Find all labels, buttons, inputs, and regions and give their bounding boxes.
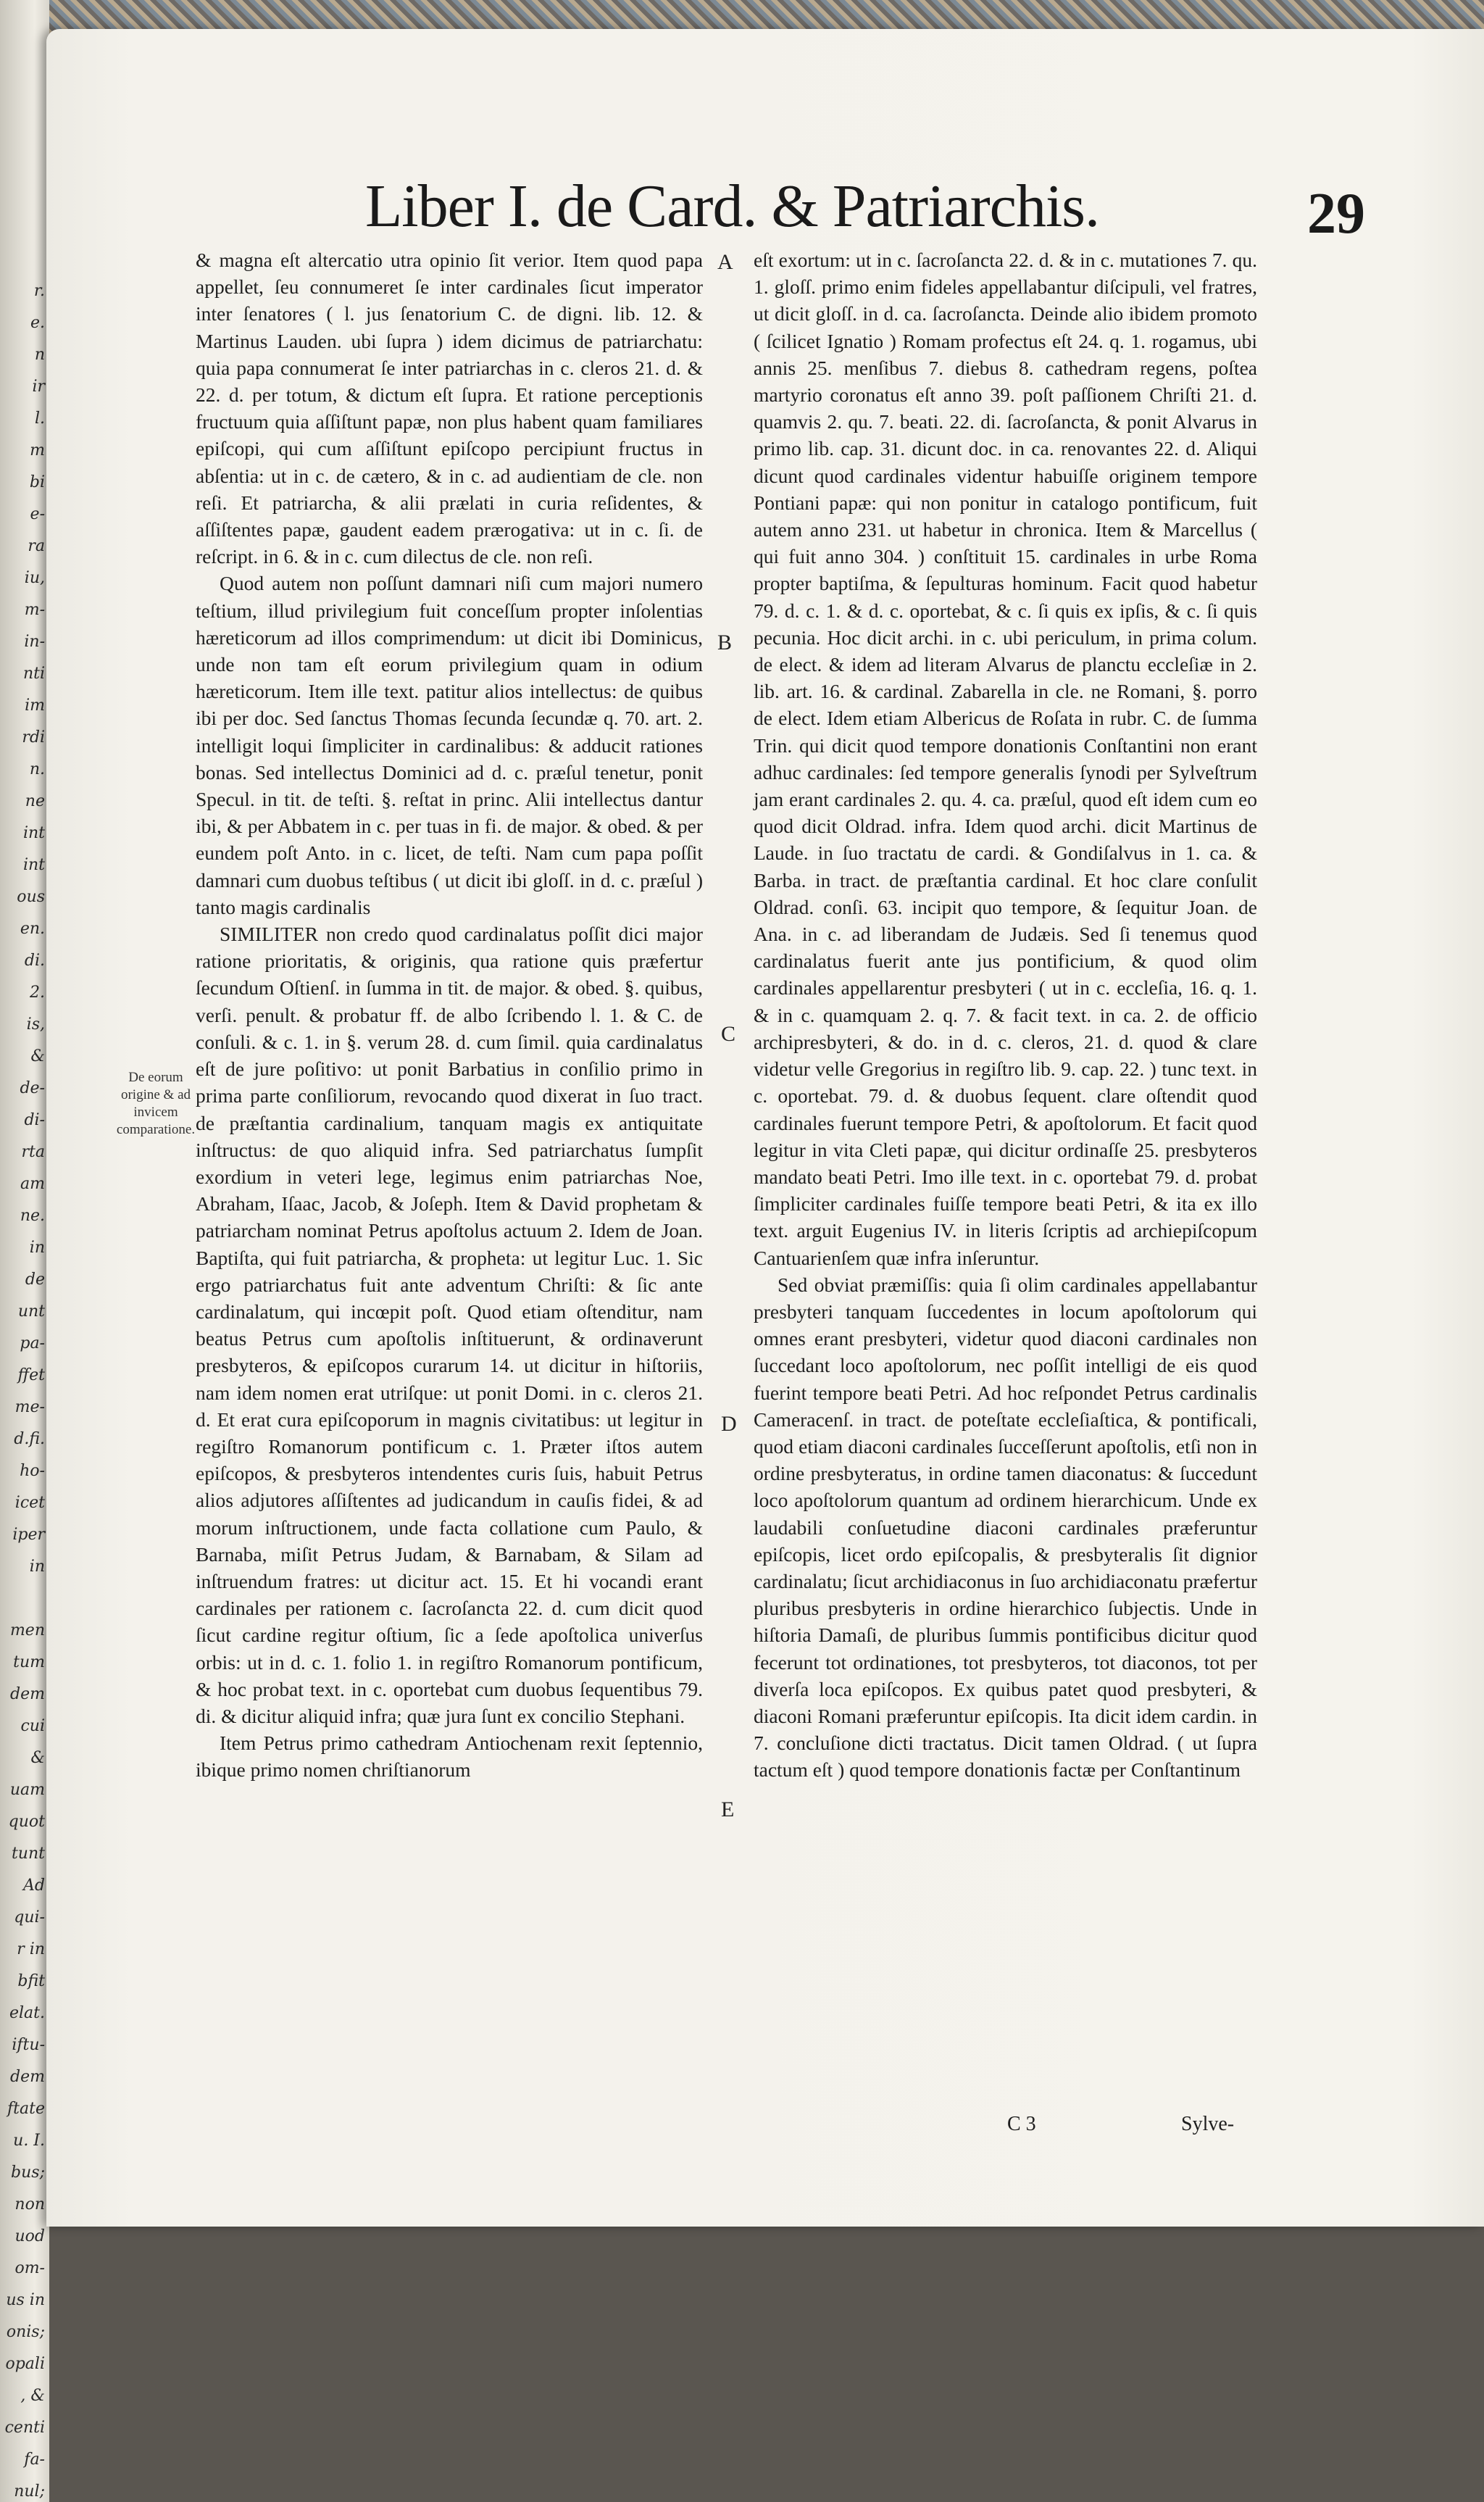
facing-page-fragment: &	[30, 1047, 45, 1065]
facing-page-fragment: qui-	[14, 1908, 45, 1927]
facing-page-fragment: uod	[14, 2227, 45, 2245]
facing-page-edge	[0, 0, 49, 2502]
facing-page-fragment: im	[25, 697, 45, 715]
facing-page-fragment: icet	[14, 1494, 45, 1512]
facing-page-fragment: ho-	[20, 1462, 45, 1480]
facing-page-fragment: Ad	[23, 1876, 45, 1895]
facing-page-fragment: nti	[22, 665, 45, 683]
facing-page-fragment: centi	[4, 2419, 45, 2437]
page-number: 29	[1307, 182, 1365, 246]
facing-page-fragment: rdi	[22, 728, 45, 747]
facing-page-fragment: iu,	[24, 569, 45, 587]
facing-page-fragment: men	[9, 1621, 45, 1639]
facing-page-fragment: opali	[5, 2355, 45, 2373]
facing-page-fragment: e-	[30, 505, 45, 523]
facing-page-fragment: in	[29, 1558, 45, 1576]
facing-page-fragment: cui	[20, 1717, 45, 1735]
facing-page-fragment: tunt	[11, 1845, 45, 1863]
facing-page-fragment: r in	[17, 1940, 45, 1958]
facing-page-fragment: dem	[10, 2068, 45, 2086]
facing-page-fragment: ir	[32, 378, 45, 396]
paragraph: & magna eſt altercatio utra opinio ſit verior. Item quod papa appellet, ſeu connumeret ſe inter cardinales ſicut imperator inter ſenatores ( l. jus ſenatorium C. de digni. lib. 12. & Martinus Lauden. ubi ſupra ) idem dicimus de patriarchatu: quia papa connumerat ſe inter patriarchas in c. cleros 21. d. & 22. d. per totum, & dictum eſt ſupra. Et ratione perceptionis fructuum quia aſſiſtunt papæ, non plus habent quam familiares epiſcopi, qui cum aſſiſtunt epiſcopo percipiunt fructus in abſentia: ut in c. de cætero, & in c. ad audientiam de cle. non reſi. Et patriarcha, & alii prælati in curia reſidentes, & aſſiſtentes papæ, gaudent eadem prærogativa: ut in c. ſi. de reſcript. in 6. & in c. cum dilectus de cle. non reſi.	[196, 249, 703, 568]
right-text-column	[754, 246, 1257, 1784]
facing-page-fragment	[0, 1583, 49, 1615]
running-title: Liber I. de Card. & Patriarchis.	[365, 173, 1099, 240]
facing-page-fragment: ffet	[17, 1366, 45, 1384]
section-marker-a: A	[717, 250, 733, 274]
facing-page-fragment: int	[22, 856, 45, 874]
facing-page-fragment: &	[30, 1749, 45, 1767]
facing-page-fragment: int	[22, 824, 45, 842]
facing-page-fragment: me-	[14, 1398, 45, 1416]
paragraph: Sed obviat præmiſſis: quia ſi olim cardinales appellabantur presbyteri tanquam ſuccedentes in locum apoſtolorum qui omnes erant presbyteri, videtur quod diaconi cardinales non ſuccedant loco apoſtolorum, nec poſſit intelligi de eis quod fuerint tempore beati Petri. Ad hoc reſpondet Petrus cardinalis Cameracenſ. in tract. de poteſtate eccleſiaſtica, & pontificali, quod etiam diaconi cardinales ſucceſſerunt apoſtolis, etſi non in ordine presbyteratus, in ordine tamen diaconatus: & ſuccedunt loco apoſtolorum quantum ad ordinem hierarchicum. Unde ex laudabili conſuetudine diaconi cardinales præferuntur epiſcopis, licet ordo epiſcopalis, & presbyteralis ſit dignior cardinalatu; ſicut archidiaconus in ſuo archidiaconatu præfertur pluribus presbyteris in ordine hierarchico ſubjectis. Unde in hiſtoria Damaſi, de pluribus ſummis pontificibus dicitur quod fecerunt tot ordinationes, tot presbyteros, tot diaconos, tot per diverſa loca epiſcopos. Ex quibus patet quod presbyteri, & diaconi Romani præferuntur epiſcopis. Ita dicit idem cardin. in 7. concluſione dicti tractatus. Dicit tamen Oldrad. ( ut ſupra tactum eſt ) quod tempore donationis factæ per Conſtantinum	[754, 1273, 1257, 1782]
paragraph: eſt exortum: ut in c. ſacroſancta 22. d. & in c. mutationes 7. qu. 1. gloſſ. primo enim fideles appellabantur diſcipuli, vel fratres, ut dicit gloſſ. in d. ca. ſacroſancta. Deinde alio ibidem promoto ( ſcilicet Ignatio ) Romam profectus eſt 24. q. 1. rogamus, ubi annis 25. menſibus 7. diebus 8. cathedram regens, poſtea martyrio coronatus eſt anno 39. poſt paſſionem Chriſti 21. d. quamvis 2. qu. 7. beati. 22. di. ſacroſancta, & ponit Alvarus in primo lib. cap. 31. dicunt doc. in ca. renovantes 22. d. Aliqui dicunt quod cardinales videntur habuiſſe originem tempore Pontiani papæ: qui non ponitur in catalogo pontificum, fuit autem anno 231. ut habetur in chronica. Item & Marcellus ( qui fuit anno 304. ) conſtituit 15. cardinales in urbe Roma propter baptiſma, & ſepulturas hominum. Facit quod habetur 79. d. c. 1. & d. c. oportebat, & c. ſi quis ex ipſis, & c. ſi quis pecunia. Hoc dicit archi. in c. ubi periculum, in prima colum. de elect. & idem ad literam Alvarus de planctu eccleſiæ in 2. lib. art. 16. & cardinal. Zabarella in cle. ne Romani, §. porro de elect. Idem etiam Albericus de Roſata in rubr. C. de ſumma Trin. qui dicit quod tempore donationis Conſtantini non erant adhuc cardinales: ſed tempore generalis ſynodi per Sylveſtrum jam erant cardinales 2. qu. 4. ca. præſul, quod eſt idem cum eo quod dicit Oldrad. infra. Idem quod archi. dicit Martinus de Laude. in ſuo tractatu de cardi. & Gondiſalvus in 1. ca. & Barba. in tract. de præſtantia cardinal. Et hoc clare conſulit Oldrad. conſi. 63. incipit quo tempore, & ſequitur Joan. de Ana. in c. ad liberandam de Judæis. Sed ſi tenemus quod cardinalatus fuerit ante jus pontificium, & quod olim cardinales appellarentur presbyteri ( ut in c. eccleſia, 16. q. 1. & in c. quamquam 2. q. 7. & facit text. in ca. 2. de officio archipresbyteri, & do. in d. c. cleros, 21. d. quod & clare videtur velle Gregorius in regiſtro lib. 9. cap. 22. ) tunc text. in c. oportebat. 79. d. & duobus ſequent. clare oſtendit quod cardinales fuerunt tempore Petri, & apoſtolorum. Et facit quod legitur in vita Cleti papæ, qui dicitur ordinaſſe 25. presbyteros mandato beati Petri. Imo ille text. in c. oportebat 79. d. probat ſimpliciter cardinales fuiſſe tempore beati Petri, & ita ex illo text. arguit Eugenius IV. in literis ſcriptis ad archiepiſcopum Cantuarienſem quæ infra inſeruntur.	[754, 249, 1257, 1269]
section-marker-c: C	[721, 1022, 736, 1046]
signature-mark: C 3	[1007, 2113, 1036, 2135]
facing-page-fragment: tum	[13, 1653, 45, 1671]
catchword: Sylve-	[1181, 2113, 1235, 2135]
facing-page-fragment: bus;	[11, 2164, 45, 2182]
facing-page-fragment: iftu-	[12, 2036, 45, 2054]
facing-page-fragment: ous	[17, 888, 45, 906]
facing-page-fragment: nul;	[14, 2482, 45, 2501]
facing-page-fragment: ra	[28, 537, 45, 555]
facing-page-fragment: rta	[21, 1143, 45, 1161]
facing-page-fragment: l.	[34, 410, 45, 428]
facing-page-fragment: ne.	[20, 1207, 45, 1225]
facing-page-fragment: om-	[14, 2259, 45, 2277]
facing-page-fragment: de	[25, 1271, 45, 1289]
facing-page-fragment: m	[30, 441, 45, 460]
facing-page-fragment: uam	[9, 1781, 45, 1799]
facing-page-fragment: elat.	[9, 2004, 45, 2022]
paragraph: Item Petrus primo cathedram Antiochenam rexit ſeptennio, ibique primo nomen chriſtianorum	[196, 1732, 703, 1782]
facing-page-fragment: n	[34, 346, 45, 364]
section-marker-e: E	[721, 1797, 735, 1821]
facing-page-fragment: quot	[8, 1813, 45, 1831]
facing-page-fragment: fa-	[24, 2451, 45, 2469]
facing-page-fragment: non	[14, 2195, 45, 2214]
facing-page-fragment: de-	[20, 1079, 45, 1097]
facing-page-fragment: u. I.	[13, 2132, 45, 2150]
section-marker-d: D	[721, 1412, 737, 1436]
marginal-note: De eorum origine & ad invicem comparatione.	[116, 1070, 196, 1137]
facing-page-fragment: in-	[24, 633, 45, 651]
facing-page-fragment: 2.	[30, 984, 45, 1002]
facing-page-fragment: in	[29, 1239, 45, 1257]
facing-page-fragment: di-	[24, 1111, 45, 1129]
facing-page-fragment: pa-	[20, 1334, 45, 1352]
facing-page-fragment: n.	[29, 760, 45, 778]
facing-page-fragment: en.	[20, 920, 45, 938]
facing-page-fragment: r.	[33, 282, 45, 300]
paragraph: SIMILITER non credo quod cardinalatus poſſit dici major ratione prioritatis, & originis, qua ratione quis præfertur ſecundum Oſtienſ. in ſumma in tit. de major. & obed. §. quibus, verſi. penult. & probatur ff. de albo ſcribendo l. 1. & C. de conſuli. & c. 1. in §. verum 28. d. cum ſimil. quia cardinalatus eſt de jure poſitivo: ut ponit Barbatius in conſilio primo in prima parte conſiliorum, revocando quod dixerat in ſuo tract. de præſtantia cardinalium, tanquam magis ex antiquitate inſtructus: de quo aliquid infra. Sed patriarchatus ſumpſit exordium in veteri lege, legimus enim patriarchas Noe, Abraham, Iſaac, Jacob, & Joſeph. Item & David prophetam & patriarcham nominat Petrus apoſtolus actuum 2. Idem de Joan. Baptiſta, qui fuit patriarcha, & propheta: ut legitur Luc. 1. Sic ergo patriarchatus fuit ante adventum Chriſti: & ſic ante cardinalatum, qui incœpit poſt. Quod etiam oſtenditur, nam beatus Petrus cum apoſtolis inſtituerunt, & ordinaverunt presbyteros, & epiſcopos curarum 14. ut dicitur in hiſtoriis, nam idem nomen erat utriſque: ut ponit Domi. in c. cleros 21. d. Et erat cura epiſcoporum in magnis civitatibus: ut legitur in regiſtro Romanorum pontificum c. 1. Præter iſtos autem epiſcopos, & presbyteros intendentes curis ſuis, habuit Petrus alios adjutores aſſiſtentes ad judicandum in cauſis fidei, & ad morum inſtructionem, unde facta collatione cum Paulo, & Barnaba, miſit Petrus Judam, & Barnabam, & Silam ad inſtruendum fratres: ut dicitur act. 15. Et hi vocandi erant cardinales per rationem c. ſacroſancta 22. d. cum dicit quod ſicut cardine regitur oſtium, ſic a ſede apoſtolica univerſus orbis: ut in d. c. 1. folio 1. in regiſtro Romanorum pontificum, & hoc probat text. in c. oportebat cum duobus ſequentibus 79. di. & dicitur aliquid infra; quæ jura ſunt ex concilio Stephani.	[196, 923, 703, 1727]
facing-page-fragment: e.	[30, 314, 45, 332]
facing-page-fragment: bi	[29, 473, 45, 491]
facing-page-fragment: am	[20, 1175, 45, 1193]
left-text-column	[196, 246, 703, 1784]
facing-page-fragment: dem	[10, 1685, 45, 1703]
paragraph: Quod autem non poſſunt damnari niſi cum majori numero teſtium, illud privilegium fuit conceſſum propter inſolentias hæreticorum ad illos comprimendum: ut dicit ibi Dominicus, unde non tam eſt eorum privilegium quam in odium hæreticorum. Item ille text. patitur alios intellectus: de quibus ibi per doc. Sed ſanctus Thomas ſecunda ſecundæ q. 70. art. 2. intelligit loqui ſimpliciter in cardinalibus: & adducit rationes bonas. Sed intellectus Dominici ad d. c. præſul tenetur, ponit Specul. in tit. de teſti. §. reſtat in princ. Alii intellectus dantur ibi, & per Abbatem in c. per tuas in fi. de major. & obed. & per eundem poſt Anto. in c. licet, de teſti. Nam cum papa poſſit damnari cum duobus teſtibus ( ut dicit ibi gloſſ. in d. c. præſul ) tanto magis cardinalis	[196, 572, 703, 918]
facing-page-fragment: d.fi.	[14, 1430, 45, 1448]
facing-page-fragment: di.	[24, 952, 45, 970]
facing-page-fragment: onis;	[6, 2323, 45, 2341]
facing-page-fragment: iper	[12, 1526, 45, 1544]
facing-page-fragment: bfit	[17, 1972, 45, 1990]
facing-page-fragment: unt	[17, 1302, 45, 1321]
section-marker-b: B	[717, 631, 733, 654]
facing-page-fragment: is,	[26, 1015, 45, 1034]
facing-page-fragment: , &	[20, 2387, 45, 2405]
facing-page-fragment: ne	[25, 792, 45, 810]
facing-page-fragment: us in	[6, 2291, 45, 2309]
facing-page-fragment: m-	[24, 601, 45, 619]
facing-page-fragment: ftate	[7, 2100, 45, 2118]
